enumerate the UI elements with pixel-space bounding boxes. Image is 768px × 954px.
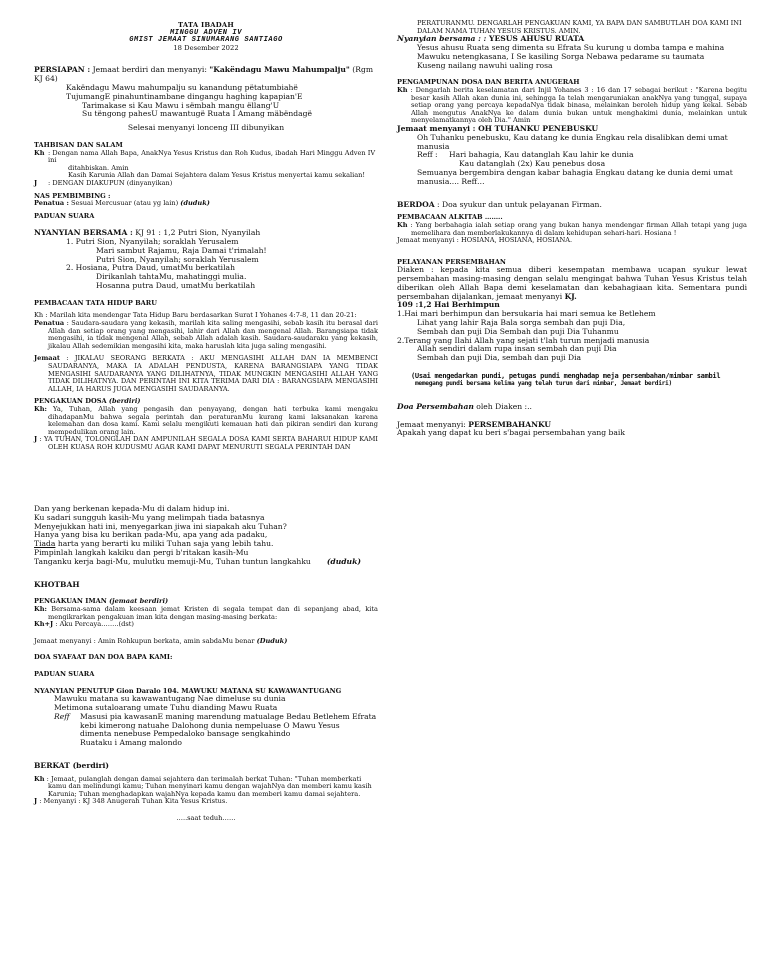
tahbisan-title: TAHBISAN DAN SALAM xyxy=(34,140,123,149)
doc-subtitle-1: MINGGU ADVEN IV xyxy=(169,28,242,37)
j-label: J xyxy=(34,797,38,806)
pengampunan-kh-text: : Dengarlah berita keselamatan dari Injil Yohanes 3 : 16 dan 17 sebagai berikut : "Karena begitu besar kasih Allah akan dunia ini, sehingga Ia telah mengaruniakan anakNya yang tunggal, supaya setiap orang yang percaya kepadaNya tidak binasa, melainkan beroleh hidup yang kekal. Sebab Allah mengutus AnakNya ke dalam dunia bukan untuk menghakimi dunia, melainkan untuk menyelamatkannya oleh Dia." Amin xyxy=(407,85,747,125)
hymn-line: Oh Tuhanku penebusku, Kau datang ke dunia Engkau rela disalibkan demi umat xyxy=(417,132,728,142)
tahbisan-j xyxy=(34,180,378,188)
hymn-line: Dirikanlah tahtaMu, mahatinggi mulia. xyxy=(96,272,247,282)
persiapan-lyric: Su tëngong pahesU mawantugë Ruata I Amang mäbëndagë xyxy=(82,109,313,119)
tata-hidup-penatua xyxy=(34,320,378,350)
hymn-line: Allah sendiri dalam rupa insan sembah dan puji Dia xyxy=(417,344,617,354)
jemaat-song: PERSEMBAHANKU xyxy=(468,419,552,429)
nas-text: Sesuai Mercusuar (atau yg lain) xyxy=(68,199,181,208)
jemaat-label: Jemaat menyanyi : xyxy=(397,123,479,133)
nas-title: NAS PEMBIMBING : xyxy=(34,191,111,200)
tata-hidup-jemaat xyxy=(34,355,378,393)
pengakuan-iman-title-text: PENGAKUAN IMAN xyxy=(34,597,110,606)
reff-label: Reff xyxy=(54,711,70,721)
pengakuan-iman-note: (jemaat berdiri) xyxy=(109,597,169,606)
bottom-section xyxy=(34,505,378,823)
hymn-line: kebi kimerong natuahe Dalohong dunia nempeluase O Mawu Yesus xyxy=(80,720,340,730)
paduan-suara-2: PADUAN SUARA xyxy=(34,669,95,678)
hymn-line: Mari sambut Rajamu, Raja Damai t'rimalah! xyxy=(96,245,267,255)
hymn-line-last xyxy=(34,558,378,567)
hymn-line: Metimona sutaloarang umate Tuhu dianding Mawu Ruata xyxy=(54,702,278,712)
pengampunan-title: PENGAMPUNAN DOSA DAN BERITA ANUGERAH xyxy=(397,78,580,87)
persiapan-text: Jemaat berdiri dan menyanyi: xyxy=(90,65,210,75)
jemaat-text: Jemaat menyanyi : Amin Rohkupun berkata, amin sabdaMu benar xyxy=(34,636,257,645)
jemaat-song: OH TUHANKU PENEBUSKU xyxy=(478,123,599,133)
kh-label: Kh xyxy=(34,774,45,783)
doa-persembahan-line xyxy=(397,403,747,412)
persiapan-lyric: TujumangE pinahuntinambane dingangu haghing kapapian'E xyxy=(66,91,303,101)
hymn-line: Tanganku kerja bagi-Mu, mulutku memuji-Mu, Tuhan tuntun langkahku xyxy=(34,556,311,566)
pengakuan-j xyxy=(34,436,378,451)
persembahan-song-ref: KJ. xyxy=(564,291,577,301)
persembahan-song-title: 109 :1,2 Hai Berhimpun xyxy=(397,300,500,310)
penatua-text: : Saudara-saudara yang kekasih, marilah kita saling mengasihi, sebab kasih itu berasal dari Allah dan setiap orang yang mengasihi, lahir dari Allah dan mengenal Allah. Barangsiapa tidak mengasihi, ia tidak mengenal Allah, sebab Allah adalah kasih. Saudara-saudaraku yang kekasih, jikalau Allah sedemikian mengasihi kita, maka haruslah kita juga saling mengasihi. xyxy=(48,319,378,350)
j-label: J xyxy=(34,178,38,187)
doa-syafaat-title: DOA SYAFAAT DAN DOA BAPA KAMI: xyxy=(34,653,173,662)
penatua-label: Penatua xyxy=(34,319,65,328)
pengakuan-iman-khj xyxy=(34,621,378,629)
hymn-line: 2.Terang yang Ilahi Allah yang sejati t'lah turun menjadi manusia xyxy=(397,335,650,345)
hymn-line: 1.Hai mari berhimpun dan bersukaria hai mari semua ke Betlehem xyxy=(397,309,656,319)
nas-line xyxy=(34,200,378,208)
hymn-line: Semuanya bergembira dengan kabar bahagia Engkau datang ke dunia demi umat xyxy=(417,167,733,177)
khotbah-title: KHOTBAH xyxy=(34,579,80,589)
berdoa-label: BERDOA xyxy=(397,199,435,209)
tata-hidup-title: PEMBACAAN TATA HIDUP BARU xyxy=(34,298,157,307)
left-column xyxy=(34,22,378,452)
persiapan-song-ref: (Rgm KJ 64) xyxy=(34,65,374,84)
khj-text: : Aku Percaya……..(dst) xyxy=(53,620,134,629)
hymn-line: Ruataku i Amang malondo xyxy=(80,738,182,748)
kh-label: Kh xyxy=(397,220,408,229)
reff-label: Reff : xyxy=(417,150,438,160)
right-column xyxy=(397,20,747,438)
persembahan-title: PELAYANAN PERSEMBAHAN xyxy=(397,257,506,266)
hymn-line: Sembah dan puji Dia, sembah dan puji Dia xyxy=(417,353,582,363)
nyanyian-2-label: Nyanyian bersama : : xyxy=(397,34,487,44)
tahbisan-kh-line: ditahbiskan. Amin xyxy=(68,163,129,172)
nyanyian-2-song: YESUS AHUSU RUATA xyxy=(486,34,585,44)
nas-note: (duduk) xyxy=(180,199,210,208)
persiapan-lyric: Tarimakase si Kau Mawu i sëmbah mangu ëllang'U xyxy=(82,100,280,110)
persiapan-closing: Selesai menyanyi lonceng III dibunyikan xyxy=(127,123,285,133)
pengakuan-kh xyxy=(34,406,378,436)
hymn-line: Hari bahagia, Kau datanglah Kau lahir ke dunia xyxy=(449,150,634,160)
alkitab-title: PEMBACAAN ALKITAB …….. xyxy=(397,213,503,222)
hymn-line: Kuseng nailang nawuhi ualing rosa xyxy=(417,60,553,70)
tahbisan-kh-line: Kasih Karunia Allah dan Damai Sejahtera dalam Yesus Kristus menyertai kamu sekalian! xyxy=(68,171,366,180)
khj-label: Kh+J xyxy=(34,620,54,629)
hymn-line: Mawuku netengkasana, I Se kasiling Sorga Nebawa pedarame su taumata xyxy=(417,51,705,61)
footer-saat-teduh: …..saat teduh…… xyxy=(176,814,236,823)
pengakuan-j-continued: PERATURANMU. DENGARLAH PENGAKUAN KAMI, YA BAPA DAN SAMBUTLAH DOA KAMI INI DALAM NAMA TUHAN YESUS KRISTUS. AMIN. xyxy=(417,19,742,35)
hymn-line: manusia xyxy=(417,141,450,151)
kh-label: Kh xyxy=(34,148,45,157)
hymn-line: Menyejukkan hati ini, menyegarkan jiwa ini siapakah aku Tuhan? xyxy=(34,521,287,531)
persembahan-note-2: memegang pundi bersama kelima yang telah turun dari mimbar, Jemaat berdiri) xyxy=(415,380,672,388)
doa-persembahan-label: Doa Persembahan xyxy=(397,401,474,411)
alkitab-kh-text: : Yang berbahagia ialah setiap orang yang bukan hanya mendengar firman Allah tetapi yang juga memelihara dan memberlakukannya di dalam kehidupan sehari-hari. Hosiana ! xyxy=(407,220,747,237)
penutup-title: NYANYIAN PENUTUP Gion Daralo 104. MAWUKU MATANA SU KAWAWANTUGANG xyxy=(34,686,342,695)
persembahan-intro xyxy=(397,266,747,301)
hymn-line: Ku sadari sungguh kasih-Mu yang melimpah tiada batasnya xyxy=(34,512,265,522)
hymn-line: Lihat yang lahir Raja Bala sorga sembah dan puji Dia, xyxy=(417,318,626,328)
hymn-line: Masusi pia kawasanE maning marendung matualage Bedau Betlehem Efrata xyxy=(80,711,377,721)
persiapan-lyric: Kakëndagu Mawu mahumpalju su kanandung pëtatumbiahë xyxy=(66,82,298,92)
jemaat-label: Jemaat xyxy=(34,354,60,363)
hymn-line: manusia.... Reff… xyxy=(417,176,485,186)
doc-title: TATA IBADAH xyxy=(178,21,234,29)
tahbisan-kh xyxy=(34,150,378,180)
hymn-line: 2. Hosiana, Putra Daud, umatMu berkatilah xyxy=(66,263,235,273)
tiada-word: Tiada xyxy=(34,539,56,549)
berkat-j-text: : Menyanyi : KJ 348 Anugerah Tuhan Kita Yesus Kristus. xyxy=(37,797,228,806)
pengakuan-kh-text: Ya, Tuhan, Allah yang pengasih dan penyayang, dengan hati terbuka kami mengaku dihadapanMu bahwa segala perintah dan peraturanMu kurang kami laksanakan karena kelemahan dan dosa kami. Kami selalu mengikuti kemauan hati dan pikiran sendiri dan kurang mempedulikan orang lain. xyxy=(46,405,378,436)
pengakuan-iman-kh xyxy=(34,606,378,621)
persembahan-last-line: Apakah yang dapat ku beri s'bagai persembahan yang baik xyxy=(397,428,625,438)
paduan-suara-1: PADUAN SUARA xyxy=(34,211,95,220)
hymn-line: harta yang berarti ku miliki Tuhan saja yang lebih tahu. xyxy=(57,539,274,549)
berkat-kh xyxy=(34,776,378,799)
jemaat-text: : JIKALAU SEORANG BERKATA : AKU MENGASIHI ALLAH DAN IA MEMBENCI SAUDARANYA, MAKA IA ADALAH PENDUSTA, KARENA BARANGSIAPA YANG TIDAK MENGASIHI SAUDARANYA YANG DILIHATNYA, TIDAK MUNGKIN MENGASIHI ALLAH YANG TIDAK DILIHATNYA. DAN PERINTAH INI KITA TERIMA DARI DIA : BARANGSIAPA MENGASIHI ALLAH, IA HARUS JUGA MENGASIHI SAUDARANYA. xyxy=(48,354,378,393)
hymn-line: Sembah dan puji Dia Sembah dan puji Dia Tuhanmu xyxy=(417,326,619,336)
hymn-line: Putri Sion, Nyanyilah; soraklah Yerusalem xyxy=(96,254,259,264)
persembahan-note-1: (Usai mengedarkan pundi, petugas pundi menghadap meja persembahan/mimbar sambil xyxy=(411,372,721,381)
hymn-line: 1. Putri Sion, Nyanyilah; soraklah Yerusalem xyxy=(66,237,239,247)
hymn-line: Kau datanglah (2x) Kau penebus dosa xyxy=(459,159,606,169)
pengampunan-kh xyxy=(397,87,747,125)
nas-label: Penatua : xyxy=(34,199,69,208)
alkitab-kh xyxy=(397,222,747,237)
pengakuan-title-text: PENGAKUAN DOSA xyxy=(34,397,109,406)
j-label: J xyxy=(34,435,38,444)
persembahan-intro-text: Diaken : kepada kita semua diberi kesempatan membawa ucapan syukur lewat persembahan masing-masing dengan selalu mengingat bahwa Tuhan Yesus Kristus telah diberikan oleh Allah Bapa demi keselamatan dan kebahagiaan kita. Sementara pundi persembahan dijalankan, jemaat menyanyi xyxy=(397,265,747,301)
hymn-line: Hosanna putra Daud, umatMu berkatilah xyxy=(96,281,256,291)
kh-label: Kh: xyxy=(34,405,47,413)
hymn-line: dimenta nenebuse Pempedaloko bansage sengkahindo xyxy=(80,729,291,739)
tata-hidup-kh: Kh : Marilah kita mendengar Tata Hidup Baru berdasarkan Surat I Yohanes 4:7-8, 11 dan 20-21: xyxy=(34,311,357,320)
berkat-j xyxy=(34,798,378,806)
pengakuan-j-text: : YA TUHAN, TOLONGLAH DAN AMPUNILAH SEGALA DOSA KAMI SERTA BAHARUI HIDUP KAMI OLEH KUASA ROH KUDUSMU AGAR KAMI DAPAT MENURUTI SEGALA PERINTAH DAN xyxy=(37,435,378,451)
doa-persembahan-text: oleh Diaken :.. xyxy=(473,401,532,411)
doc-date: 18 Desember 2022 xyxy=(173,43,239,52)
hymn-line: Pimpinlah langkah kakiku dan pergi b'ritakan kasih-Mu xyxy=(34,547,249,557)
hymn-line: Hanya yang bisa ku berikan pada-Mu, apa yang ada padaku, xyxy=(34,530,268,540)
tahbisan-j-text: : DENGAN DIAKUPUN (dinyanyikan) xyxy=(48,178,173,187)
hymn-line: Yesus ahusu Ruata seng dimenta su Efrata Su kurung u domba tampa e mahina xyxy=(417,42,725,52)
kh-label: Kh xyxy=(397,85,408,94)
nyanyian-bersama-title: NYANYIAN BERSAMA : KJ 91 : 1,2 Putri Sion, Nyanyilah xyxy=(34,228,261,238)
persiapan-line xyxy=(34,66,378,84)
tahbisan-kh-line: : Dengan nama Allah Bapa, AnakNya Yesus Kristus dan Roh Kudus, ibadah Hari Minggu Adven IV ini xyxy=(48,148,376,165)
duduk-note: (Duduk) xyxy=(256,636,288,645)
jemaat-label: Jemaat menyanyi: xyxy=(397,419,469,429)
pengakuan-iman-kh-text: Bersama-sama dalam keesaan jemat Kristen di segala tempat dan di sepanjang abad, kita mengikrarkan pengakuan iman kita dengan masing-masing berkata: xyxy=(46,604,378,621)
pengakuan-iman-jemaat xyxy=(34,638,378,646)
berdoa-line xyxy=(397,201,747,210)
persiapan-song-title: "Kakëndagu Mawu Mahumpalju" xyxy=(209,65,350,75)
hymn-line: Dan yang berkenan kepada-Mu di dalam hidup ini. xyxy=(34,504,230,513)
kh-label: Kh: xyxy=(34,604,47,613)
persiapan-label: PERSIAPAN : xyxy=(34,65,91,75)
duduk-note: (duduk) xyxy=(326,556,361,566)
berkat-kh-text: : Jemaat, pulanglah dengan damai sejahtera dan terimalah berkat Tuhan: "Tuhan memberkati kamu dan melindungi kamu; Tuhan menyinari kamu dengan wajahNya dan memberi kamu kasih Karunia; Tuhan menghadapkan wajahNya kepada kamu dan memberi kamu damai sejahtera. xyxy=(44,774,372,798)
alkitab-jemaat: Jemaat menyanyi : HOSIANA, HOSIANA, HOSIANA. xyxy=(397,236,573,245)
doc-subtitle-2: GMIST JEMAAT SINUMARANG SANTIAGO xyxy=(129,36,283,45)
berdoa-text: : Doa syukur dan untuk pelayanan Firman. xyxy=(434,199,602,209)
berkat-title: BERKAT (berdiri) xyxy=(34,760,109,770)
hymn-line: Mawuku matana su kawawantugang Nae dimeluse su dunia xyxy=(54,694,286,704)
pengakuan-title-note: (berdiri) xyxy=(108,397,141,406)
